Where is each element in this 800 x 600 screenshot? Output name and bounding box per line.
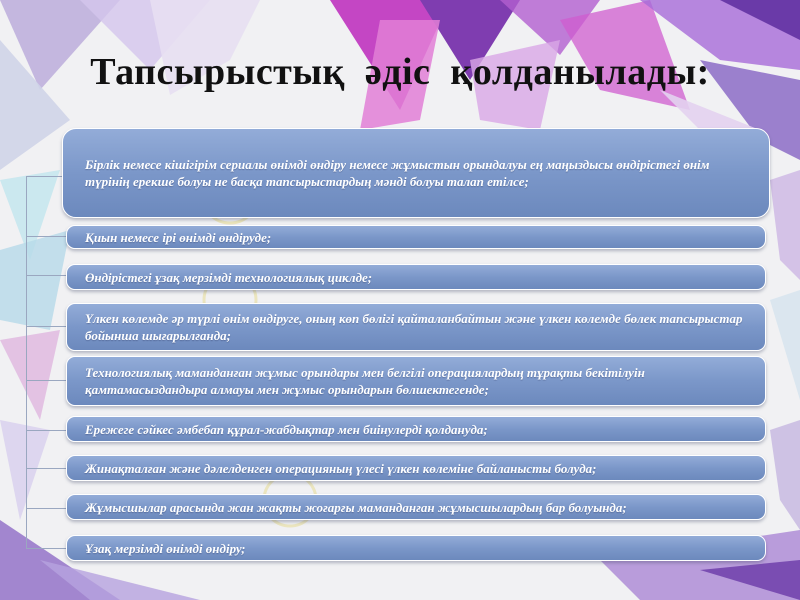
list-item: Ережеге сәйкес әмбебап құрал-жабдықтар мен биінулерді қолдануда; (66, 416, 766, 442)
list-item: Қиын немесе ірі өнімді өндіруде; (66, 225, 766, 249)
list-item: Бірлік немесе кішігірім сериалы өнімді өндіру немесе жұмыстын орындалуы ең маңыздысы өндірістегі өнім түрінің ерекше болуы не басқа тапсырыстардың мәнді болуы талап етілсе; (62, 128, 770, 218)
list-item: Технологиялық маманданған жұмыс орындары мен белгілі операциялардың тұрақты бекітілуін қамтамасыздандыра алмауы мен жұмыс орындарын бөлшектегенде; (66, 356, 766, 406)
list-item: Жинақталған және дәлелденген операцияның үлесі үлкен көлеміне байланысты болуда; (66, 455, 766, 481)
page-title: Тапсырыстық әдіс қолданылады: (90, 51, 710, 93)
list-item: Ұзақ мерзімді өнімді өндіру; (66, 535, 766, 561)
list-item: Жұмысшылар арасында жан жақты жоғарғы маманданған жұмысшылардың бар болуында; (66, 494, 766, 520)
list-item: Өндірістегі ұзақ мерзімді технологиялық циклде; (66, 264, 766, 290)
list-item: Үлкен көлемде әр түрлі өнім өндіруге, оның көп бөлігі қайталанбайтын және үлкен көлемде бөлек тапсырыстар бойынша шығарылғанда; (66, 303, 766, 351)
